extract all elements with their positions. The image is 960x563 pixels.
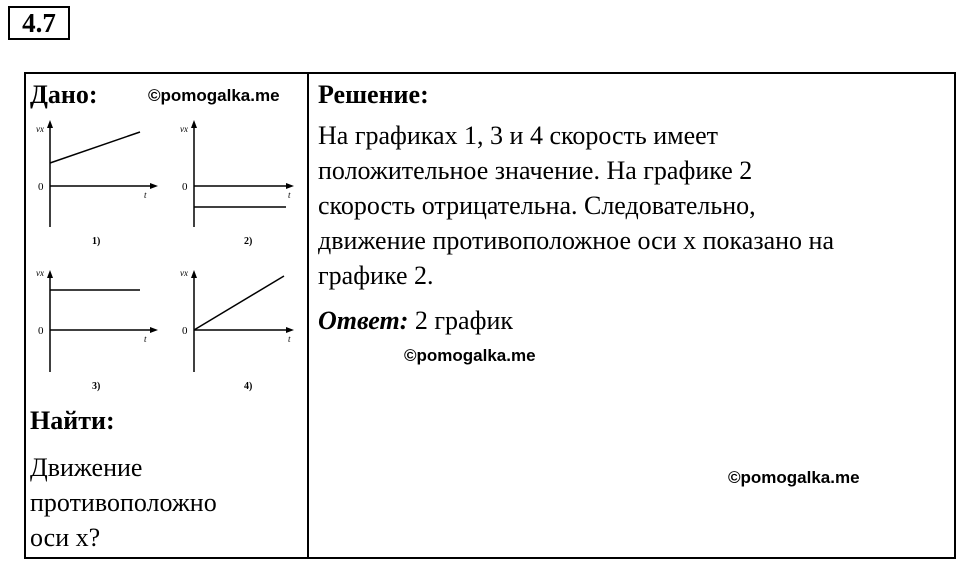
- graph-4-x-arrow: [286, 327, 294, 333]
- graph-3-x-label: t: [144, 334, 147, 344]
- answer-text: 2 график: [408, 306, 513, 335]
- graph-3-y-arrow: [47, 270, 53, 278]
- find-line: Движение: [30, 453, 143, 482]
- solution-table: [24, 72, 956, 559]
- graph-2-x-arrow: [286, 183, 294, 189]
- graph-2: [180, 120, 294, 247]
- answer-label: Ответ:: [318, 306, 409, 335]
- graph-2-caption: 2): [244, 236, 253, 247]
- graph-4-velocity-line: [194, 276, 284, 330]
- graph-4-y-arrow: [191, 270, 197, 278]
- solution-line: положительное значение. На графике 2: [318, 156, 753, 185]
- answer: [318, 306, 513, 336]
- graph-3-x-arrow: [150, 327, 158, 333]
- solution-heading: Решение:: [318, 80, 429, 109]
- watermark-bottom: ©pomogalka.me: [728, 468, 860, 487]
- given-heading: Дано:: [30, 80, 98, 109]
- graph-1-x-label: t: [144, 190, 147, 200]
- graph-2-y-label: vx: [180, 124, 188, 134]
- velocity-graphs: [34, 114, 304, 394]
- problem-number: 4.7: [8, 6, 70, 40]
- solution-line: На графиках 1, 3 и 4 скорость имеет: [318, 121, 719, 150]
- graph-1-y-arrow: [47, 120, 53, 128]
- solution-text: [318, 118, 834, 293]
- graph-4-x-label: t: [288, 334, 291, 344]
- find-line: оси x?: [30, 523, 101, 552]
- graph-4-origin-label: 0: [182, 325, 188, 337]
- graph-3-origin-label: 0: [38, 325, 44, 337]
- watermark-middle: ©pomogalka.me: [404, 346, 536, 365]
- graph-1-origin-label: 0: [38, 181, 44, 193]
- solution-line: скорость отрицательна. Следовательно,: [318, 191, 756, 220]
- graph-3: [36, 268, 158, 392]
- graph-1-y-label: vx: [36, 124, 44, 134]
- graph-1-velocity-line: [50, 132, 140, 163]
- graph-4: [180, 268, 294, 392]
- graph-3-caption: 3): [92, 381, 101, 392]
- graph-4-y-label: vx: [180, 268, 188, 278]
- find-heading: Найти:: [30, 406, 115, 435]
- solution-line: графике 2.: [318, 261, 434, 290]
- graph-2-y-arrow: [191, 120, 197, 128]
- solution-line: движение противоположное оси x показано на: [318, 226, 835, 255]
- find-line: противоположно: [30, 488, 217, 517]
- graph-4-caption: 4): [244, 381, 253, 392]
- find-question: [30, 450, 217, 555]
- graph-1-caption: 1): [92, 236, 101, 247]
- column-divider: [307, 74, 309, 557]
- graph-1-x-arrow: [150, 183, 158, 189]
- graph-2-origin-label: 0: [182, 181, 188, 193]
- graph-1: [36, 120, 158, 247]
- graph-3-y-label: vx: [36, 268, 44, 278]
- watermark-top: ©pomogalka.me: [148, 86, 280, 105]
- graph-2-x-label: t: [288, 190, 291, 200]
